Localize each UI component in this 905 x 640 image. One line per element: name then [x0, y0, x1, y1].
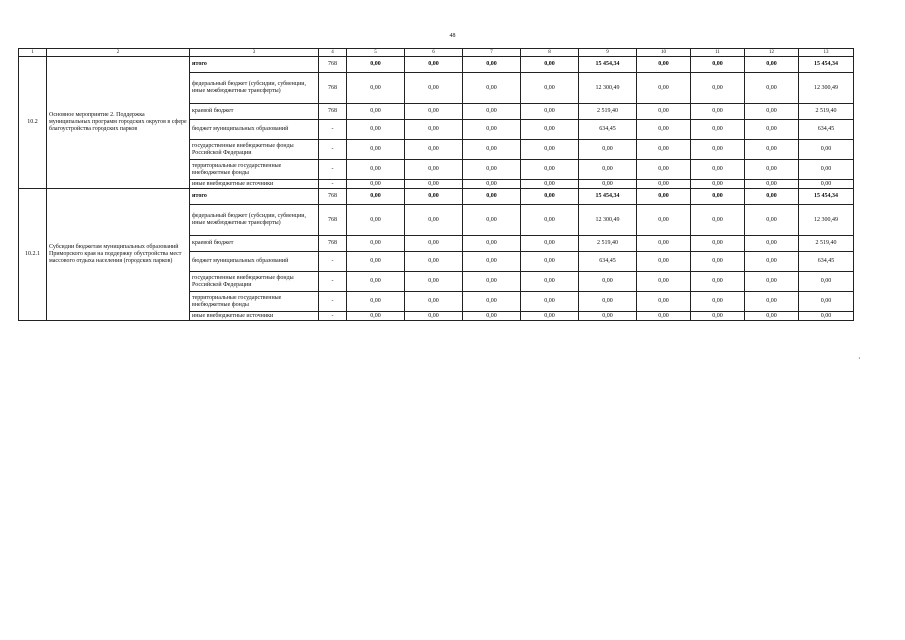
- amount-cell: 0,00: [637, 205, 691, 236]
- amount-cell: 634,45: [579, 252, 637, 272]
- column-header-13: 13: [799, 49, 854, 57]
- funding-source: территориальные государственные внебюджетные фонды: [190, 160, 319, 180]
- funding-source: государственные внебюджетные фонды Российской Федерации: [190, 140, 319, 160]
- amount-cell: 0,00: [691, 205, 745, 236]
- amount-cell: 0,00: [521, 236, 579, 252]
- amount-cell: 2 519,40: [579, 236, 637, 252]
- funding-source: краевой бюджет: [190, 104, 319, 120]
- amount-cell: 0,00: [463, 104, 521, 120]
- amount-cell: 12 300,49: [799, 73, 854, 104]
- amount-cell: 0,00: [579, 292, 637, 312]
- amount-cell: 2 519,40: [799, 236, 854, 252]
- amount-cell: 0,00: [691, 180, 745, 189]
- amount-cell: 0,00: [463, 272, 521, 292]
- amount-cell: 0,00: [745, 205, 799, 236]
- amount-cell: 0,00: [347, 272, 405, 292]
- amount-cell: 0,00: [745, 160, 799, 180]
- budget-table: [18, 48, 854, 321]
- amount-cell: 0,00: [579, 180, 637, 189]
- amount-cell: 0,00: [745, 292, 799, 312]
- amount-cell: 0,00: [521, 205, 579, 236]
- column-header-1: 1: [19, 49, 47, 57]
- amount-cell: 0,00: [347, 189, 405, 205]
- budget-code: -: [319, 180, 347, 189]
- amount-cell: 0,00: [579, 272, 637, 292]
- funding-source: федеральный бюджет (субсидии, субвенции, иные межбюджетные трансферты): [190, 73, 319, 104]
- amount-cell: 0,00: [405, 104, 463, 120]
- column-header-5: 5: [347, 49, 405, 57]
- amount-cell: 2 519,40: [579, 104, 637, 120]
- table-row: [19, 57, 854, 73]
- amount-cell: 0,00: [405, 57, 463, 73]
- column-header-2: 2: [47, 49, 190, 57]
- amount-cell: 0,00: [691, 120, 745, 140]
- amount-cell: 0,00: [521, 73, 579, 104]
- table-row: [19, 189, 854, 205]
- funding-source: государственные внебюджетные фонды Российской Федерации: [190, 272, 319, 292]
- amount-cell: 0,00: [745, 236, 799, 252]
- amount-cell: 0,00: [637, 236, 691, 252]
- amount-cell: 0,00: [637, 120, 691, 140]
- amount-cell: 0,00: [521, 104, 579, 120]
- amount-cell: 0,00: [637, 312, 691, 321]
- column-header-8: 8: [521, 49, 579, 57]
- amount-cell: 634,45: [799, 252, 854, 272]
- amount-cell: 0,00: [579, 312, 637, 321]
- funding-source: итого: [190, 57, 319, 73]
- amount-cell: 0,00: [405, 140, 463, 160]
- amount-cell: 0,00: [799, 160, 854, 180]
- column-header-6: 6: [405, 49, 463, 57]
- amount-cell: 0,00: [521, 272, 579, 292]
- amount-cell: 0,00: [745, 104, 799, 120]
- amount-cell: 0,00: [637, 292, 691, 312]
- amount-cell: 0,00: [347, 180, 405, 189]
- amount-cell: 12 300,49: [799, 205, 854, 236]
- amount-cell: 0,00: [347, 252, 405, 272]
- amount-cell: 0,00: [691, 140, 745, 160]
- amount-cell: 0,00: [745, 140, 799, 160]
- amount-cell: 0,00: [347, 292, 405, 312]
- amount-cell: 0,00: [463, 292, 521, 312]
- amount-cell: 0,00: [745, 57, 799, 73]
- amount-cell: 0,00: [745, 180, 799, 189]
- amount-cell: 0,00: [637, 73, 691, 104]
- amount-cell: 0,00: [463, 180, 521, 189]
- column-header-12: 12: [745, 49, 799, 57]
- amount-cell: 0,00: [691, 236, 745, 252]
- funding-source: бюджет муниципальных образований: [190, 252, 319, 272]
- amount-cell: 0,00: [637, 180, 691, 189]
- amount-cell: 0,00: [691, 189, 745, 205]
- amount-cell: 2 519,40: [799, 104, 854, 120]
- amount-cell: 634,45: [579, 120, 637, 140]
- amount-cell: 15 454,34: [799, 189, 854, 205]
- amount-cell: 0,00: [637, 140, 691, 160]
- amount-cell: 0,00: [521, 160, 579, 180]
- budget-code: 768: [319, 189, 347, 205]
- amount-cell: 0,00: [691, 57, 745, 73]
- column-header-10: 10: [637, 49, 691, 57]
- column-header-3: 3: [190, 49, 319, 57]
- amount-cell: 0,00: [691, 252, 745, 272]
- amount-cell: 0,00: [799, 180, 854, 189]
- amount-cell: 0,00: [521, 180, 579, 189]
- amount-cell: 0,00: [691, 73, 745, 104]
- amount-cell: 0,00: [405, 312, 463, 321]
- amount-cell: 15 454,34: [579, 189, 637, 205]
- amount-cell: 15 454,34: [579, 57, 637, 73]
- amount-cell: 0,00: [521, 312, 579, 321]
- budget-code: 768: [319, 57, 347, 73]
- funding-source: иные внебюджетные источники: [190, 180, 319, 189]
- amount-cell: 0,00: [745, 252, 799, 272]
- amount-cell: 0,00: [463, 73, 521, 104]
- amount-cell: 12 300,49: [579, 73, 637, 104]
- amount-cell: 0,00: [347, 205, 405, 236]
- column-header-9: 9: [579, 49, 637, 57]
- amount-cell: 0,00: [347, 140, 405, 160]
- amount-cell: 0,00: [691, 104, 745, 120]
- amount-cell: 0,00: [521, 57, 579, 73]
- amount-cell: 0,00: [405, 236, 463, 252]
- page-number: 48: [449, 33, 456, 39]
- budget-code: 768: [319, 104, 347, 120]
- amount-cell: 0,00: [745, 189, 799, 205]
- amount-cell: 0,00: [347, 120, 405, 140]
- amount-cell: 0,00: [521, 252, 579, 272]
- column-header-11: 11: [691, 49, 745, 57]
- amount-cell: 0,00: [521, 292, 579, 312]
- budget-code: -: [319, 140, 347, 160]
- amount-cell: 0,00: [405, 205, 463, 236]
- amount-cell: 0,00: [405, 292, 463, 312]
- amount-cell: 15 454,34: [799, 57, 854, 73]
- amount-cell: 0,00: [691, 160, 745, 180]
- amount-cell: 0,00: [463, 189, 521, 205]
- funding-source: территориальные государственные внебюджетные фонды: [190, 292, 319, 312]
- amount-cell: 0,00: [637, 272, 691, 292]
- amount-cell: 0,00: [405, 160, 463, 180]
- amount-cell: 0,00: [347, 73, 405, 104]
- amount-cell: 0,00: [691, 312, 745, 321]
- amount-cell: 0,00: [405, 180, 463, 189]
- amount-cell: 0,00: [637, 104, 691, 120]
- budget-code: -: [319, 160, 347, 180]
- amount-cell: 0,00: [463, 140, 521, 160]
- amount-cell: 0,00: [463, 312, 521, 321]
- amount-cell: 0,00: [521, 189, 579, 205]
- amount-cell: 0,00: [463, 120, 521, 140]
- funding-source: федеральный бюджет (субсидии, субвенции, иные межбюджетные трансферты): [190, 205, 319, 236]
- budget-code: 768: [319, 236, 347, 252]
- header-row: [19, 49, 854, 57]
- amount-cell: 0,00: [691, 272, 745, 292]
- amount-cell: 0,00: [579, 140, 637, 160]
- amount-cell: 0,00: [745, 272, 799, 292]
- funding-source: бюджет муниципальных образований: [190, 120, 319, 140]
- amount-cell: 0,00: [347, 160, 405, 180]
- amount-cell: 0,00: [463, 57, 521, 73]
- amount-cell: 0,00: [799, 292, 854, 312]
- funding-source: итого: [190, 189, 319, 205]
- budget-code: -: [319, 120, 347, 140]
- amount-cell: 0,00: [463, 160, 521, 180]
- amount-cell: 0,00: [637, 160, 691, 180]
- amount-cell: 0,00: [463, 236, 521, 252]
- amount-cell: 0,00: [405, 272, 463, 292]
- budget-code: -: [319, 292, 347, 312]
- amount-cell: 0,00: [799, 140, 854, 160]
- amount-cell: 0,00: [637, 189, 691, 205]
- budget-code: 768: [319, 205, 347, 236]
- amount-cell: 0,00: [347, 104, 405, 120]
- amount-cell: 0,00: [521, 140, 579, 160]
- amount-cell: 0,00: [405, 73, 463, 104]
- section-number: 10.2.1: [19, 189, 47, 321]
- amount-cell: 0,00: [745, 120, 799, 140]
- budget-code: -: [319, 312, 347, 321]
- section-number: 10.2: [19, 57, 47, 189]
- section-name: Субсидии бюджетам муниципальных образований Приморского края на поддержку обустройства мест массового отдыха населения (городских парков): [47, 189, 190, 321]
- amount-cell: 634,45: [799, 120, 854, 140]
- amount-cell: 0,00: [521, 120, 579, 140]
- amount-cell: 0,00: [405, 120, 463, 140]
- amount-cell: 0,00: [745, 73, 799, 104]
- amount-cell: 0,00: [347, 312, 405, 321]
- stray-mark: ·: [858, 354, 861, 363]
- amount-cell: 0,00: [799, 272, 854, 292]
- amount-cell: 0,00: [347, 236, 405, 252]
- amount-cell: 0,00: [463, 252, 521, 272]
- column-header-7: 7: [463, 49, 521, 57]
- budget-code: 768: [319, 73, 347, 104]
- amount-cell: 0,00: [637, 57, 691, 73]
- amount-cell: 0,00: [347, 57, 405, 73]
- amount-cell: 0,00: [463, 205, 521, 236]
- amount-cell: 0,00: [745, 312, 799, 321]
- amount-cell: 0,00: [405, 189, 463, 205]
- amount-cell: 0,00: [405, 252, 463, 272]
- amount-cell: 0,00: [637, 252, 691, 272]
- amount-cell: 0,00: [799, 312, 854, 321]
- budget-code: -: [319, 272, 347, 292]
- amount-cell: 0,00: [691, 292, 745, 312]
- funding-source: иные внебюджетные источники: [190, 312, 319, 321]
- section-name: Основное мероприятие 2. Поддержка муниципальных программ городских округов в сфере благоустройства городских парков: [47, 57, 190, 189]
- budget-code: -: [319, 252, 347, 272]
- funding-source: краевой бюджет: [190, 236, 319, 252]
- column-header-4: 4: [319, 49, 347, 57]
- amount-cell: 0,00: [579, 160, 637, 180]
- amount-cell: 12 300,49: [579, 205, 637, 236]
